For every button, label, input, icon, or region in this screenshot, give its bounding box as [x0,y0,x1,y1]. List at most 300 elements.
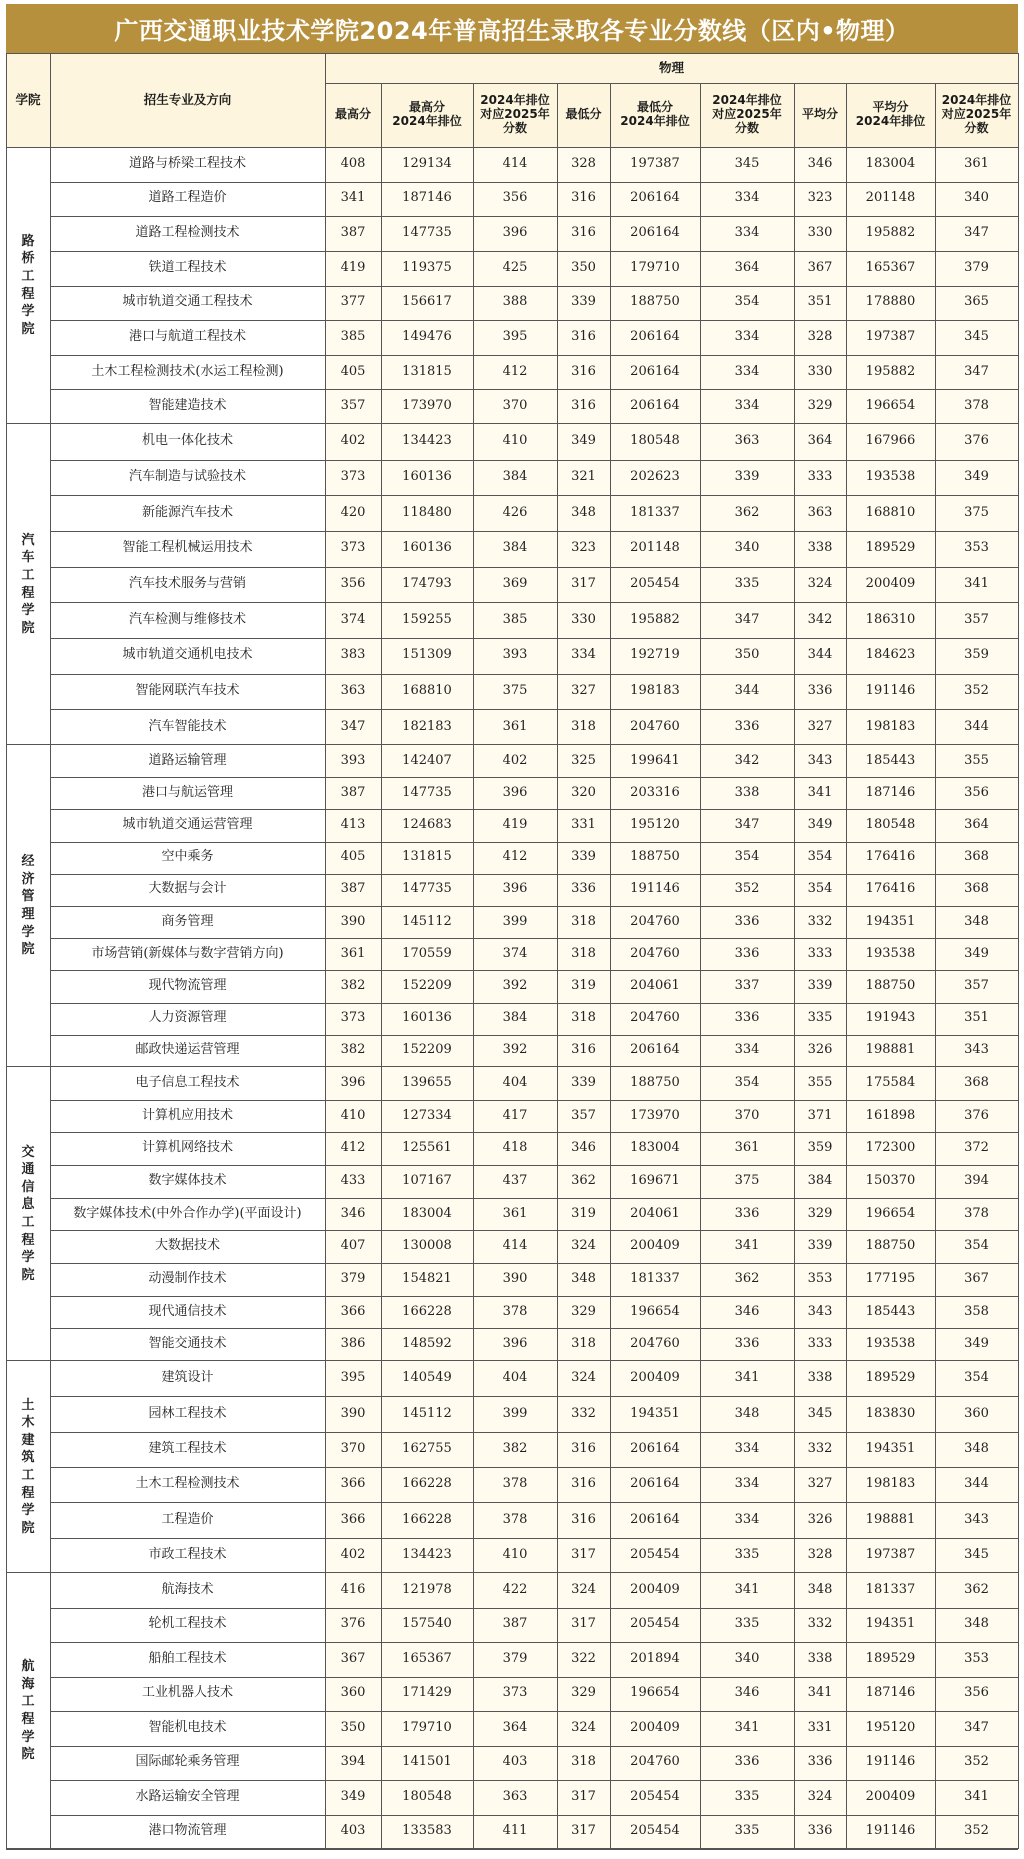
score-cell: 324 [557,1230,610,1263]
score-cell: 387 [325,216,381,251]
score-cell: 351 [935,1003,1018,1035]
score-cell: 168810 [381,674,473,710]
score-cell: 322 [557,1642,610,1677]
score-cell: 343 [794,745,846,777]
college-name-char: 汽 [21,532,35,548]
score-cell: 348 [700,1396,794,1431]
score-cell: 357 [935,970,1018,1002]
score-cell: 384 [473,1003,557,1035]
score-cell: 327 [794,709,846,745]
score-cell: 370 [325,1432,381,1467]
major-name: 动漫制作技术 [50,1263,325,1296]
major-name: 航海技术 [50,1573,325,1608]
score-cell: 345 [935,320,1018,355]
score-cell: 354 [794,842,846,874]
score-cell: 347 [935,216,1018,251]
score-cell: 193538 [846,1328,935,1361]
college-name-char: 理 [21,907,35,922]
score-cell: 341 [700,1711,794,1746]
score-cell: 339 [557,842,610,874]
page-title: 广西交通职业技术学院2024年普高招生录取各专业分数线（区内•物理） [6,4,1018,53]
score-cell: 420 [325,495,381,531]
major-name: 汽车检测与维修技术 [50,602,325,638]
row-divider [50,1100,1018,1101]
score-cell: 184623 [846,638,935,674]
column-divider [50,53,51,1849]
row-divider [50,460,1018,461]
score-cell: 204760 [610,1328,700,1361]
score-cell: 188750 [610,286,700,321]
score-cell: 176416 [846,842,935,874]
score-cell: 328 [794,320,846,355]
score-cell: 348 [794,1573,846,1608]
score-cell: 329 [557,1677,610,1712]
major-name: 数字媒体技术(中外合作办学)(平面设计) [50,1198,325,1231]
score-cell: 336 [794,1746,846,1781]
score-cell: 176416 [846,874,935,906]
score-cell: 412 [473,355,557,390]
college-name-char: 学 [21,603,35,619]
score-cell: 327 [557,674,610,710]
score-cell: 352 [935,1815,1018,1850]
college-name-char: 息 [21,1197,35,1213]
college-name-char: 经 [21,854,35,870]
score-cell: 204760 [610,1746,700,1781]
major-name: 土木工程检测技术(水运工程检测) [50,355,325,390]
score-cell: 188750 [610,842,700,874]
score-cell: 365 [935,286,1018,321]
score-cell: 403 [325,1815,381,1850]
score-cell: 324 [557,1361,610,1396]
score-cell: 140549 [381,1361,473,1396]
major-name: 道路工程造价 [50,182,325,217]
college-name-char: 学 [21,1729,35,1745]
row-divider [50,842,1018,843]
score-cell: 347 [935,355,1018,390]
score-cell: 317 [557,1608,610,1643]
score-cell: 348 [557,495,610,531]
score-cell: 191943 [846,1003,935,1035]
score-cell: 204760 [610,709,700,745]
score-cell: 392 [473,970,557,1002]
college-name-char: 院 [21,1520,35,1536]
score-cell: 188750 [846,1230,935,1263]
score-cell: 187146 [846,1677,935,1712]
score-cell: 129134 [381,147,473,182]
score-cell: 318 [557,709,610,745]
header-bottom-border [6,147,1018,148]
major-name: 新能源汽车技术 [50,495,325,531]
score-cell: 206164 [610,216,700,251]
score-cell: 374 [325,602,381,638]
score-cell: 341 [794,1677,846,1712]
score-cell: 194351 [846,1608,935,1643]
score-cell: 205454 [610,1780,700,1815]
score-cell: 189529 [846,1361,935,1396]
score-cell: 150370 [846,1165,935,1198]
score-cell: 354 [700,1067,794,1100]
score-cell: 189529 [846,1642,935,1677]
score-cell: 358 [935,1296,1018,1329]
row-divider [50,638,1018,639]
score-cell: 371 [794,1100,846,1133]
major-name: 邮政快递运营管理 [50,1035,325,1067]
score-cell: 201148 [846,182,935,217]
score-cell: 352 [935,674,1018,710]
major-name: 建筑设计 [50,1361,325,1396]
score-cell: 191146 [846,1746,935,1781]
score-cell: 188750 [846,970,935,1002]
score-cell: 348 [935,1608,1018,1643]
row-divider [50,1538,1018,1539]
major-name: 市政工程技术 [50,1538,325,1573]
row-divider [50,1198,1018,1199]
score-cell: 148592 [381,1328,473,1361]
score-cell: 336 [700,1746,794,1781]
score-cell: 384 [473,531,557,567]
header-col-5: 最低分 2024年排位 [610,83,700,147]
score-cell: 317 [557,1780,610,1815]
score-cell: 167966 [846,424,935,460]
score-cell: 334 [700,182,794,217]
college-name-char: 程 [21,1712,35,1727]
major-name: 国际邮轮乘务管理 [50,1746,325,1781]
score-cell: 412 [473,842,557,874]
score-cell: 204061 [610,1198,700,1231]
score-cell: 335 [700,1780,794,1815]
score-cell: 339 [557,286,610,321]
score-cell: 200409 [610,1711,700,1746]
score-cell: 348 [557,1263,610,1296]
score-cell: 317 [557,567,610,603]
score-cell: 195120 [610,809,700,841]
score-cell: 349 [935,1328,1018,1361]
score-cell: 338 [794,531,846,567]
score-cell: 200409 [610,1230,700,1263]
score-cell: 388 [473,286,557,321]
score-cell: 316 [557,1432,610,1467]
score-cell: 341 [700,1573,794,1608]
row-divider [50,1328,1018,1329]
score-cell: 317 [557,1815,610,1850]
score-cell: 330 [794,355,846,390]
score-cell: 160136 [381,531,473,567]
score-cell: 130008 [381,1230,473,1263]
score-cell: 363 [794,495,846,531]
score-cell: 203316 [610,777,700,809]
score-cell: 396 [473,216,557,251]
score-cell: 193538 [846,938,935,970]
score-cell: 405 [325,355,381,390]
score-cell: 187146 [846,777,935,809]
major-name: 现代通信技术 [50,1296,325,1329]
score-cell: 118480 [381,495,473,531]
score-cell: 141501 [381,1746,473,1781]
score-cell: 334 [700,216,794,251]
score-cell: 346 [557,1132,610,1165]
score-cell: 425 [473,251,557,286]
major-name: 工业机器人技术 [50,1677,325,1712]
score-cell: 347 [700,602,794,638]
column-divider [557,83,558,1849]
score-cell: 362 [557,1165,610,1198]
score-cell: 316 [557,320,610,355]
score-cell: 329 [794,1198,846,1231]
score-cell: 173970 [381,389,473,424]
score-cell: 181337 [610,1263,700,1296]
score-cell: 335 [794,1003,846,1035]
score-cell: 323 [794,182,846,217]
row-divider [50,495,1018,496]
score-cell: 339 [700,460,794,496]
score-cell: 206164 [610,355,700,390]
row-divider [50,938,1018,939]
score-cell: 354 [700,286,794,321]
score-cell: 382 [473,1432,557,1467]
score-cell: 333 [794,460,846,496]
score-cell: 349 [325,1780,381,1815]
row-divider [50,1165,1018,1166]
header-divider [325,83,1018,84]
major-name: 人力资源管理 [50,1003,325,1035]
score-cell: 201894 [610,1642,700,1677]
score-cell: 161898 [846,1100,935,1133]
score-cell: 402 [473,745,557,777]
score-cell: 356 [473,182,557,217]
score-cell: 347 [325,709,381,745]
score-cell: 377 [325,286,381,321]
score-cell: 201148 [610,531,700,567]
score-cell: 169671 [610,1165,700,1198]
score-cell: 360 [935,1396,1018,1431]
row-divider [50,1432,1018,1433]
college-name-char: 管 [21,889,35,905]
major-name: 智能工程机械运用技术 [50,531,325,567]
score-cell: 399 [473,1396,557,1431]
score-cell: 354 [935,1361,1018,1396]
score-cell: 196654 [846,1198,935,1231]
score-cell: 344 [935,709,1018,745]
score-cell: 335 [700,1815,794,1850]
score-cell: 334 [700,1502,794,1537]
major-name: 园林工程技术 [50,1396,325,1431]
score-cell: 334 [700,389,794,424]
score-cell: 383 [325,638,381,674]
score-cell: 319 [557,970,610,1002]
row-divider [50,970,1018,971]
row-divider [50,1608,1018,1609]
score-cell: 316 [557,216,610,251]
score-cell: 338 [794,1642,846,1677]
score-cell: 354 [794,874,846,906]
score-cell: 336 [700,938,794,970]
score-cell: 387 [325,874,381,906]
score-cell: 160136 [381,460,473,496]
score-cell: 204760 [610,906,700,938]
score-cell: 364 [473,1711,557,1746]
score-cell: 367 [325,1642,381,1677]
score-cell: 147735 [381,216,473,251]
score-cell: 341 [700,1361,794,1396]
score-cell: 165367 [846,251,935,286]
score-cell: 336 [794,1815,846,1850]
score-cell: 351 [794,286,846,321]
score-cell: 195120 [846,1711,935,1746]
score-cell: 361 [935,147,1018,182]
college-name-char: 院 [21,620,35,636]
score-cell: 131815 [381,355,473,390]
score-cell: 349 [557,424,610,460]
score-cell: 393 [473,638,557,674]
score-cell: 404 [473,1067,557,1100]
row-divider [50,1746,1018,1747]
score-cell: 357 [935,602,1018,638]
score-cell: 183004 [610,1132,700,1165]
score-cell: 348 [935,906,1018,938]
score-cell: 323 [557,531,610,567]
score-cell: 197387 [846,1538,935,1573]
score-cell: 410 [473,1538,557,1573]
major-name: 建筑工程技术 [50,1432,325,1467]
score-cell: 396 [325,1067,381,1100]
score-cell: 368 [935,1067,1018,1100]
college-name-char: 土 [21,1397,35,1413]
major-name: 城市轨道交通运营管理 [50,809,325,841]
score-cell: 199641 [610,745,700,777]
score-cell: 355 [794,1067,846,1100]
major-name: 城市轨道交通机电技术 [50,638,325,674]
score-cell: 374 [473,938,557,970]
major-name: 汽车制造与试验技术 [50,460,325,496]
score-cell: 375 [700,1165,794,1198]
column-divider [700,83,701,1849]
header-major: 招生专业及方向 [50,53,325,147]
score-cell: 319 [557,1198,610,1231]
score-cell: 139655 [381,1067,473,1100]
score-cell: 339 [794,970,846,1002]
score-cell: 352 [935,1746,1018,1781]
major-name: 道路工程检测技术 [50,216,325,251]
score-cell: 341 [325,182,381,217]
score-cell: 379 [473,1642,557,1677]
score-cell: 419 [473,809,557,841]
score-cell: 186310 [846,602,935,638]
college-name-char: 工 [21,268,35,284]
score-cell: 197387 [610,147,700,182]
score-cell: 368 [935,874,1018,906]
score-cell: 336 [700,1198,794,1231]
row-divider [50,809,1018,810]
score-cell: 333 [794,1328,846,1361]
score-cell: 196654 [610,1296,700,1329]
score-cell: 372 [935,1132,1018,1165]
score-cell: 330 [557,602,610,638]
score-cell: 413 [325,809,381,841]
row-divider [50,389,1018,390]
score-cell: 330 [794,216,846,251]
score-cell: 379 [325,1263,381,1296]
score-cell: 107167 [381,1165,473,1198]
score-cell: 192719 [610,638,700,674]
score-cell: 419 [325,251,381,286]
score-cell: 206164 [610,320,700,355]
score-cell: 353 [794,1263,846,1296]
score-cell: 195882 [846,355,935,390]
score-cell: 364 [700,251,794,286]
college-name-char: 学 [21,1250,35,1266]
score-cell: 202623 [610,460,700,496]
row-divider [50,355,1018,356]
score-cell: 346 [700,1296,794,1329]
table-top-border [6,53,1018,54]
header-col-9: 2024年排位 对应2025年 分数 [935,83,1018,147]
score-cell: 160136 [381,1003,473,1035]
score-cell: 328 [794,1538,846,1573]
score-cell: 339 [557,1067,610,1100]
score-cell: 204061 [610,970,700,1002]
score-cell: 347 [700,809,794,841]
score-cell: 334 [557,638,610,674]
score-cell: 382 [325,970,381,1002]
header-col-2: 最高分 2024年排位 [381,83,473,147]
score-cell: 363 [700,424,794,460]
score-cell: 352 [700,874,794,906]
score-cell: 142407 [381,745,473,777]
score-cell: 348 [935,1432,1018,1467]
row-divider [50,1035,1018,1036]
college-name-char: 工 [21,1694,35,1710]
score-cell: 189529 [846,531,935,567]
score-cell: 405 [325,842,381,874]
college-name-char: 桥 [21,251,35,267]
score-cell: 205454 [610,1608,700,1643]
score-cell: 152209 [381,970,473,1002]
score-cell: 185443 [846,745,935,777]
score-cell: 364 [794,424,846,460]
score-cell: 390 [325,1396,381,1431]
column-divider [794,83,795,1849]
score-cell: 170559 [381,938,473,970]
score-cell: 345 [700,147,794,182]
score-cell: 396 [473,777,557,809]
score-cell: 336 [794,674,846,710]
major-name: 智能网联汽车技术 [50,674,325,710]
score-cell: 205454 [610,567,700,603]
score-cell: 321 [557,460,610,496]
row-divider [50,1642,1018,1643]
major-name: 智能建造技术 [50,389,325,424]
major-name: 港口与航运管理 [50,777,325,809]
score-cell: 339 [794,1230,846,1263]
score-cell: 316 [557,182,610,217]
score-cell: 367 [935,1263,1018,1296]
score-cell: 193538 [846,460,935,496]
score-cell: 178880 [846,286,935,321]
row-divider [50,251,1018,252]
score-cell: 185443 [846,1296,935,1329]
score-cell: 345 [935,1538,1018,1573]
college-name [6,1067,50,1361]
score-cell: 181337 [610,495,700,531]
score-cell: 417 [473,1100,557,1133]
score-cell: 376 [935,1100,1018,1133]
row-divider [50,1815,1018,1816]
major-name: 大数据与会计 [50,874,325,906]
score-cell: 414 [473,147,557,182]
score-cell: 320 [557,777,610,809]
score-cell: 206164 [610,1035,700,1067]
score-cell: 345 [794,1396,846,1431]
